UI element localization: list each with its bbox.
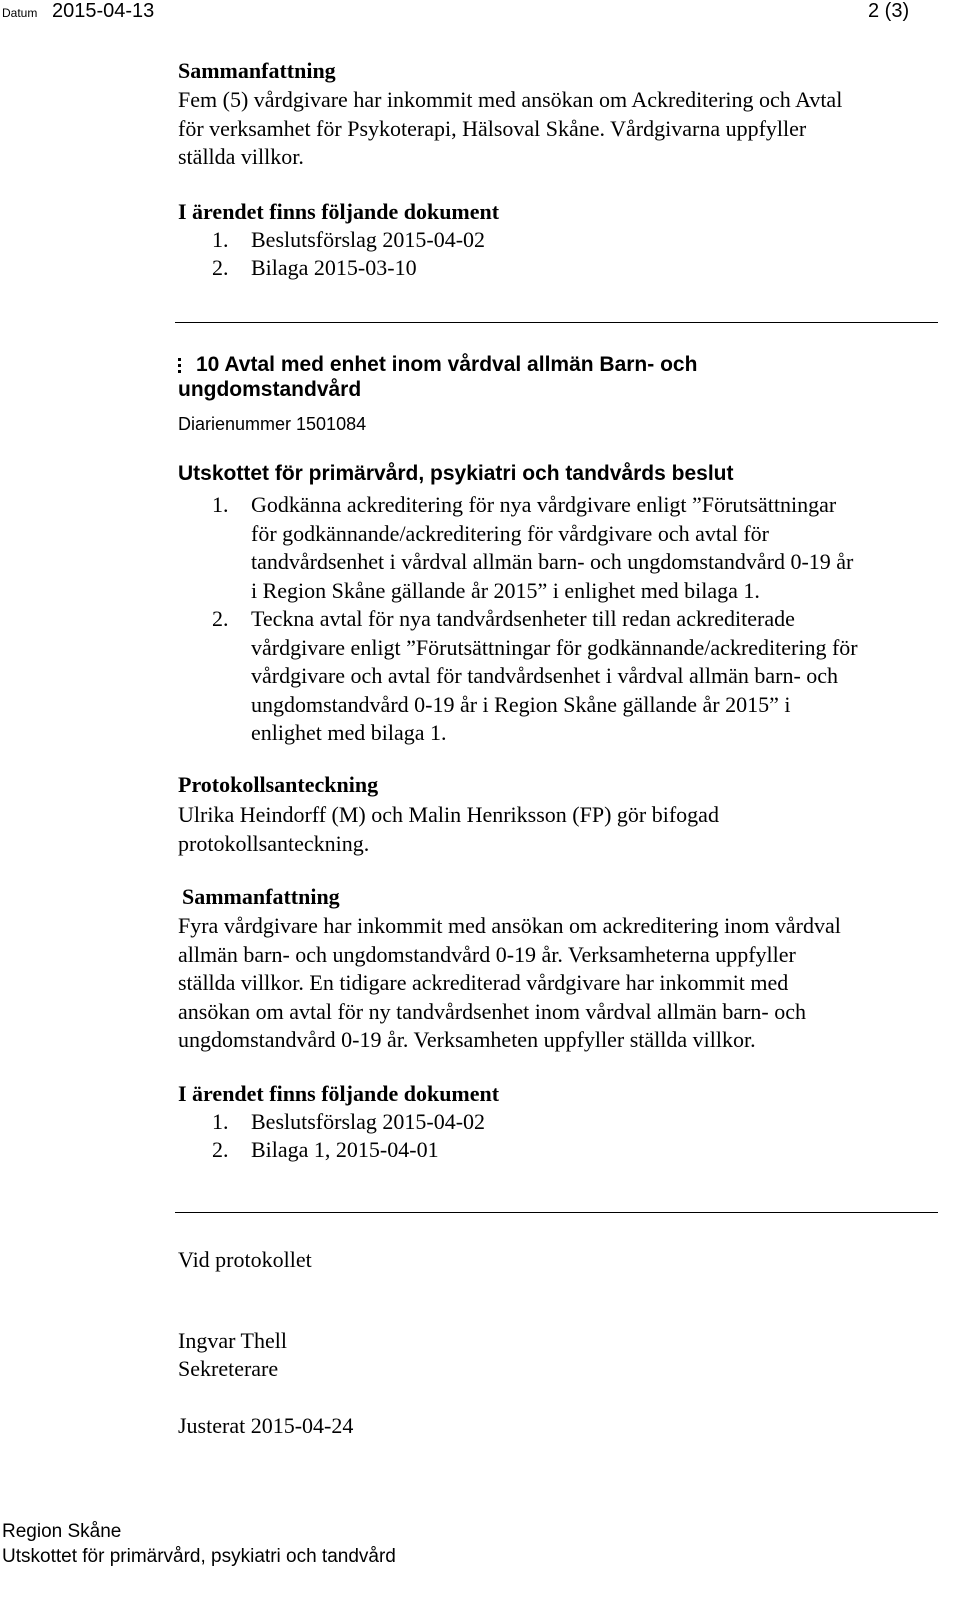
summary-line: ställda villkor. [178,144,304,169]
summary-line: Fem (5) vårdgivare har inkommit med ansökan om Ackreditering och Avtal [178,87,843,112]
decision-line: i Region Skåne gällande år 2015” i enlighet med bilaga 1. [251,577,760,603]
section-divider [175,322,938,323]
document-number: 1. [212,227,229,252]
protocol-line: Ulrika Heindorff (M) och Malin Henriksson (FP) gör bifogad [178,802,719,827]
page-number: 2 (3) [868,0,910,22]
summary-line: ungdomstandvård 0-19 år. Verksamheten uppfyller ställda villkor. [178,1027,756,1052]
footer-organization: Region Skåne [2,1521,122,1542]
summary-line: ställda villkor. En tidigare ackrediterad vårdgivare har inkommit med [178,970,789,995]
decision-line: vårdgivare och avtal för tandvårdsenhet i vårdval allmän barn- och [251,663,839,688]
documents-heading: I ärendet finns följande dokument [178,1081,500,1106]
document-number: 2. [212,1137,229,1162]
bookmark-marker [178,364,181,367]
diarienummer: Diarienummer 1501084 [178,414,367,434]
decision-heading: Utskottet för primärvård, psykiatri och tandvårds beslut [178,462,734,485]
summary-line: ansökan om avtal för ny tandvårdsenhet inom vårdval allmän barn- och [178,998,807,1024]
document-item: Beslutsförslag 2015-04-02 [251,227,486,252]
summary-paragraph [178,86,842,172]
header-date: 2015-04-13 [52,0,155,22]
protocol-line: protokollsanteckning. [178,830,370,856]
decision-line: ungdomstandvård 0-19 år i Region Skåne gällande år 2015” i [251,691,791,717]
summary-line: allmän barn- och ungdomstandvård 0-19 år. Verksamheterna uppfyller [178,941,796,967]
decision-line: tandvårdsenhet i vårdval allmän barn- och ungdomstandvård 0-19 år [251,549,854,574]
protocol-note-heading: Protokollsanteckning [178,772,379,797]
summary-line: Fyra vårdgivare har inkommit med ansökan om ackreditering inom vårdval [178,913,841,938]
summary-heading: Sammanfattning [182,884,340,909]
bookmark-marker [178,370,181,373]
document-number: 2. [212,255,229,280]
summary-heading: Sammanfattning [178,58,336,83]
decision-line: för godkännande/ackreditering för vårdgivare och avtal för [251,520,769,546]
decision-number: 1. [212,492,229,517]
summary-paragraph [178,912,841,1055]
document-number: 1. [212,1109,229,1134]
justerat-date: Justerat 2015-04-24 [178,1413,354,1438]
document-item: Bilaga 1, 2015-04-01 [251,1137,439,1162]
document-item: Bilaga 2015-03-10 [251,255,417,280]
section-divider [175,1212,938,1213]
decision-line: enlighet med bilaga 1. [251,720,447,745]
decision-line: vårdgivare enligt ”Förutsättningar för godkännande/ackreditering för [251,634,858,660]
secretary-name: Ingvar Thell [178,1328,287,1353]
decision-item [251,491,853,605]
decision-item [251,605,858,748]
summary-line: för verksamhet för Psykoterapi, Hälsoval Skåne. Vårdgivarna uppfyller [178,115,807,141]
decision-line: Teckna avtal för nya tandvårdsenheter till redan ackrediterade [251,606,795,631]
document-item: Beslutsförslag 2015-04-02 [251,1109,486,1134]
footer-committee: Utskottet för primärvård, psykiatri och tandvård [2,1546,396,1567]
documents-heading: I ärendet finns följande dokument [178,199,500,224]
protocol-note [178,801,719,858]
secretary-role: Sekreterare [178,1356,279,1381]
item-title: ungdomstandvård [178,378,362,401]
datum-label: Datum [2,6,38,20]
decision-line: Godkänna ackreditering för nya vårdgivare enligt ”Förutsättningar [251,492,837,517]
vid-protokollet: Vid protokollet [178,1247,312,1272]
decision-number: 2. [212,606,229,631]
item-title: 10 Avtal med enhet inom vårdval allmän Barn- och [196,353,698,376]
bookmark-marker [178,358,181,361]
